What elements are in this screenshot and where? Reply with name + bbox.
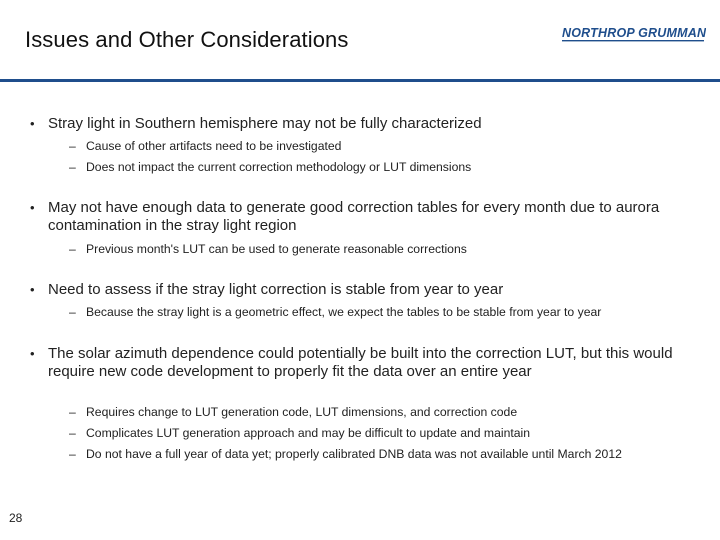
bullet-item — [30, 115, 688, 133]
bullet-dot-icon: • — [30, 200, 35, 215]
page-number: 28 — [9, 511, 23, 525]
bullet-item — [30, 281, 688, 299]
slide-title: Issues and Other Considerations — [25, 27, 349, 52]
sub-bullet-text: Does not impact the current correction methodology or LUT dimensions — [86, 160, 472, 174]
sub-bullet-text: Complicates LUT generation approach and may be difficult to update and maintain — [86, 426, 530, 440]
sub-bullet-text: Do not have a full year of data yet; properly calibrated DNB data was not available until March 2012 — [86, 447, 622, 461]
bullet-item — [30, 345, 678, 381]
bullet-dot-icon: • — [30, 116, 35, 131]
dash-icon: – — [69, 305, 76, 319]
dash-icon: – — [69, 139, 76, 153]
logo-wordmark: NORTHROP GRUMMAN — [562, 26, 706, 40]
bullet-text: May not have enough data to generate good correction tables for every month due to aurora contamination in the stray light region — [48, 199, 660, 234]
bullet-text: Stray light in Southern hemisphere may not be fully characterized — [48, 115, 482, 132]
sub-bullet-item — [69, 139, 686, 153]
dash-icon: – — [69, 160, 76, 174]
sub-bullet-item — [69, 242, 686, 256]
northrop-grumman-logo — [560, 22, 706, 46]
logo-underline — [562, 40, 704, 41]
bullet-text: The solar azimuth dependence could potentially be built into the correction LUT, but this would require new code development to properly fit the data over an entire year — [48, 345, 673, 380]
dash-icon: – — [69, 405, 76, 419]
sub-bullet-item — [69, 405, 686, 419]
sub-bullet-text: Cause of other artifacts need to be investigated — [86, 139, 342, 153]
sub-bullet-item — [69, 305, 696, 319]
dash-icon: – — [69, 242, 76, 256]
bullet-dot-icon: • — [30, 282, 35, 297]
bullet-text: Need to assess if the stray light correction is stable from year to year — [48, 281, 504, 298]
sub-bullet-text: Requires change to LUT generation code, LUT dimensions, and correction code — [86, 405, 518, 419]
dash-icon: – — [69, 447, 76, 461]
title-divider — [0, 79, 720, 82]
sub-bullet-text: Previous month's LUT can be used to generate reasonable corrections — [86, 242, 467, 256]
bullet-dot-icon: • — [30, 346, 35, 361]
sub-bullet-item — [69, 426, 686, 440]
bullet-item — [30, 199, 688, 235]
sub-bullet-text: Because the stray light is a geometric effect, we expect the tables to be stable from year to year — [86, 305, 602, 319]
sub-bullet-item — [69, 447, 676, 461]
sub-bullet-item — [69, 160, 686, 174]
dash-icon: – — [69, 426, 76, 440]
